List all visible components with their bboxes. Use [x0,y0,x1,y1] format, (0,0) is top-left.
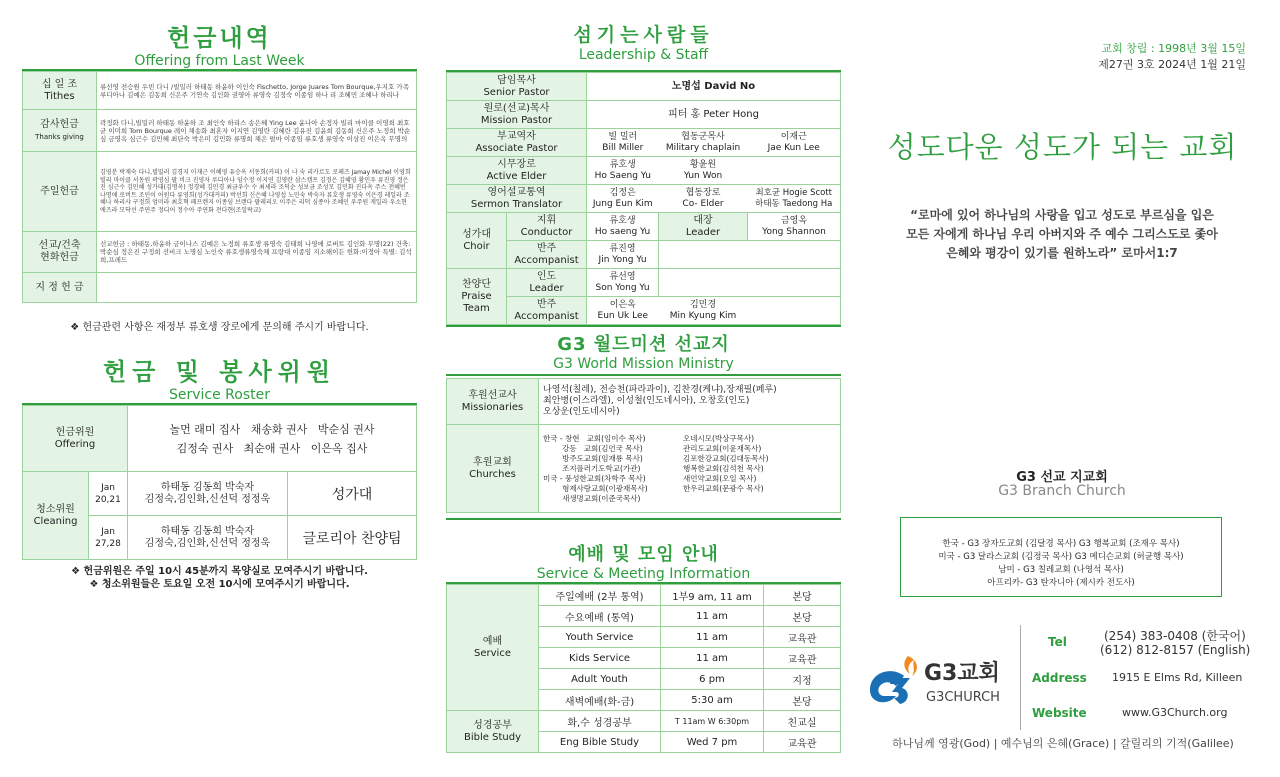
service-place: 지정 [764,669,841,690]
person-name: 빌 밀러 [608,131,638,142]
week-date: 20,21 [95,494,121,505]
churches-label-en: Churches [469,468,516,480]
study-place: 교육관 [764,732,841,753]
church-item: 형제사랑교회(이광재목사) [543,483,648,493]
table-row [23,72,417,110]
study-label-en: Bible Study [464,731,521,743]
role-en: Active Elder [486,170,547,182]
branch-item: 아프리카- G3 탄자니아 (제시카 전도사) [987,578,1135,588]
offering-subtitle: Offering from Last Week [134,53,305,69]
cleaning-label-en: Cleaning [33,515,78,527]
roster-subtitle: Service Roster [168,387,270,403]
person-name-en: Min Kyung Kim [669,310,737,321]
role-en: Accompanist [514,310,579,322]
service-title: 예배 및 모임 안내 [568,544,719,565]
website-label: Website [1032,706,1087,720]
person-name: 이재근 [780,131,807,142]
row-label: 십 일 조 [41,78,78,90]
logo-title: G3교회 [924,661,1000,686]
table-row [447,185,841,213]
table-row [23,406,417,472]
service-subtitle: Service & Meeting Information [536,566,751,582]
church-item: 새생명교회(이준국목사) [543,493,641,503]
row-label: 감사헌금 [40,118,79,130]
person-name-en: Jae Kun Lee [767,142,820,153]
role-en: Accompanist [514,254,579,266]
week-date: Jan [101,526,115,537]
roster-note-1: ❖ 헌금위원은 주일 10시 45분까지 목양실로 모여주시기 바랍니다. [71,566,368,577]
role-ko: 영어설교통역 [487,186,546,198]
senior-pastor-name: 노명섭 David No [587,73,841,101]
tel-label: Tel [1048,635,1067,649]
service-place: 본당 [764,585,841,606]
service-time: 5:30 am [661,690,764,711]
role-en: Leader [529,282,564,294]
contact-divider [1020,625,1021,730]
person-name: 김정은 [609,187,636,198]
table-row [447,73,841,101]
verse-line: 은혜와 평강이 있기를 원하노라” 로마서1:7 [946,246,1178,260]
roster-title: 헌금 및 봉사위원 [103,358,336,386]
role-ko: 원로(선교)목사 [483,102,550,114]
g3-logo-icon [862,648,920,708]
service-label: 예배 [482,635,503,647]
website-link[interactable]: www.G3Church.org [1122,706,1228,719]
person-name-en: Jin Yong Yu [598,254,647,265]
mission-section [446,330,841,372]
role-ko: 대장 [693,214,713,226]
mission-title: G3 월드미션 선교지 [557,334,730,355]
branch-title: G3 선교 지교회 [1016,470,1108,485]
service-name: 주일예배 (2부 통역) [539,585,661,606]
offering-label-en: Offering [54,438,96,450]
row-label-2: 현화헌금 [40,252,79,263]
table-row [447,585,841,606]
issue-info: 제27권 3호 2024년 1월 21일 [1098,58,1246,71]
study-name: 화,수 성경공부 [539,711,661,732]
person-name: 금영옥 [780,215,808,226]
person-name-en: Military chaplain [665,142,741,153]
role-en: Conductor [520,226,573,238]
offering-names-2: 김정숙 권사 최순애 권사 이은옥 집사 [176,441,368,455]
row-label-en: Thanks giving [35,132,84,141]
offering-section [22,18,417,69]
role-ko: 담임목사 [497,74,536,86]
churches-label: 후원교회 [473,456,512,468]
service-section [446,540,841,582]
service-time: 11 am [661,648,764,669]
offering-title: 헌금내역 [167,24,272,52]
week-names: 하태동 김동희 박숙자 [160,481,255,493]
table-row [447,269,841,297]
table-row [447,213,841,241]
person-name: 황윤원 [689,159,717,170]
week-group: 글로리아 찬양팀 [288,516,417,560]
row-label: 주일헌금 [40,185,79,197]
churches-right-list [683,434,769,504]
mission-table [446,378,841,513]
church-item: 김포한강교회(김대동목사) [683,453,769,463]
bible-verse [872,206,1252,263]
offering-names-1: 놀먼 래미 집사 채송화 권사 박순심 권사 [169,422,375,436]
person-name: 류호생 [609,159,636,170]
role-en: Leader [685,226,721,238]
branch-item: 미국 - G3 달라스교회 (김정국 목사) G3 메디슨교회 (허균행 목사) [938,552,1184,562]
offering-label: 헌금위원 [55,426,95,438]
roster-table [22,405,417,560]
table-row [447,129,841,157]
mission-divider [446,374,841,376]
role-ko: 반주 [536,298,557,310]
role-ko: 인도 [536,270,557,282]
table-row [447,157,841,185]
branch-list [900,517,1222,597]
row-content: 류선영 전승원 우빈 다니 /빌밀러 하태동 하윤하 이인숙 Fischetto, Jorge Juares Tom Bourque,우지호 가족 루디아나 김예은 김동희 신은주 기연숙 김인화 권영아 류영숙 김정숙 이종임 하나 리 조혜민 조혜나 하리나 [97,72,417,110]
person-name-en: Eun Uk Lee [597,310,649,321]
churches-left-list [543,434,683,504]
missionaries-label: 후원선교사 [468,389,517,401]
role-ko: 지휘 [536,214,557,226]
week-names: 하태동 김동희 박숙자 [160,525,255,537]
mission-subtitle: G3 World Mission Ministry [553,356,734,372]
role-en: Sermon Translator [470,198,563,210]
table-row [23,273,417,303]
person-name-en: Ho saeng Yu [594,226,651,237]
study-place: 친교실 [764,711,841,732]
footer-slogan: 하나님께 영광(God) | 예수님의 은혜(Grace) | 갈릴리의 기적(Galilee) [892,737,1234,750]
leadership-section [446,20,841,63]
role-en: Mission Pastor [480,114,553,126]
person-name: 하태동 Taedong Ha [755,198,833,209]
church-item: 미국 - 풍성한교회(차학주 목사) [543,473,646,483]
row-content: 김영분 박재숙 다니,빌밀러 김경지 이재근 이혜영 유승옥 서동희(커피) 이 나 숙 리카르도 로페즈 Jamay Michel 이영희 빌리 마이클 서동원 곽영심 팔 비크 진영자 루디아나 임수정 이지연 김영란 삼스캠프 김정은 김혜영 황민우 류진영 정은진 심근수 김민혜 성가대(김명옥) 정경혜 김민경 최금우수 수 최세라 조덕순 성보금 조성모 김민화 진다옥 주스 전혜빈 나명애 로버트 조인이 어원다 류영희(성가대커피) 박선희 신은혜 나영섭 노민숙 박숙자 류호생 류영숙 이은경 레일라 조혜나 하리샤 구정희 엄미라 최호혁 페프렌지 이종임 브랜다 팔레리오 이주은 리덕 심종아 조혜인 우주원 게일라 우소현 에즈라 모닥선 주연주 정디어 정수아 주연화 전다현(조일락교) [97,152,417,232]
table-row [447,711,841,732]
leadership-table [446,72,841,325]
week-names: 김정숙,김인화,신선덕 정정욱 [144,493,271,505]
table-row [447,425,841,513]
row-label-en: Tithes [44,90,75,102]
logo-subtitle: G3CHURCH [926,690,1000,705]
church-item: 행복한교회(김석천 목사) [683,463,764,473]
branch-subtitle: G3 Branch Church [998,483,1126,499]
service-place: 교육관 [764,648,841,669]
missionaries-label-en: Missionaries [461,401,524,413]
group-ko: 찬양단 [462,278,491,290]
church-logo [862,648,920,708]
person-name: 이은옥 [609,299,636,310]
missionaries-line: 오상운(인도네시아) [543,407,620,417]
table-row [447,101,841,129]
person-name: 협동장로 [685,187,721,198]
week-date: 27,28 [95,538,121,549]
roster-section [22,352,417,403]
leadership-bottom-divider [446,325,841,327]
verse-line: “로마에 있어 하나님의 사랑을 입고 성도로 부르심을 입은 [910,208,1214,222]
church-item: 강동 교회(김언국 목사) [543,443,643,453]
roster-note-2: ❖ 청소위원들은 토요일 오전 10시에 모여주시기 바랍니다. [89,579,350,590]
service-place: 본당 [764,690,841,711]
row-label: 선교/건축 [38,240,81,251]
person-name: 류진영 [609,243,636,254]
service-place: 본당 [764,606,841,627]
row-label: 지 정 헌 금 [35,281,84,293]
service-place: 교육관 [764,627,841,648]
person-name: 김민경 [689,299,717,310]
person-name: 최호균 Hogie Scott [755,187,833,198]
group-ko: 성가대 [462,228,491,240]
service-name: 수요예배 (통역) [539,606,661,627]
church-item: 한국 - 창현 교회(임이수 목사) [543,433,646,443]
address-text: 1915 E Elms Rd, Killeen [1112,671,1243,684]
role-ko: 부교역자 [497,130,536,142]
person-name-en: Ho Saeng Yu [594,170,651,181]
person-name-en: Jung Eun Kim [592,198,653,209]
church-item: 방주도교회(임재룡 목사) [543,453,643,463]
service-name: Adult Youth [539,669,661,690]
service-name: Kids Service [539,648,661,669]
person-name-en: Yong Shannon [762,226,826,237]
person-name-en: Son Yong Yu [595,282,650,293]
person-name-en: Yun Won [683,170,723,181]
table-row [447,379,841,425]
group-en: Praise [461,290,492,302]
service-time: 1부9 am, 11 am [661,585,764,606]
founded-date: 교회 창립 : 1998년 3월 15일 [1101,42,1246,55]
study-label: 성경공부 [473,719,512,731]
church-item: 오네시모(박상구목사) [683,433,755,443]
service-time: 6 pm [661,669,764,690]
mission-pastor-name: 피터 홍 Peter Hong [587,101,841,129]
service-time: 11 am [661,606,764,627]
church-item: 새언약교회(오일 목사) [683,473,757,483]
table-row [23,472,417,516]
branch-item: 남미 - G3 칠레교회 (나영석 목사) [998,565,1124,575]
person-name-en: Bill Miller [602,142,644,153]
table-row [23,232,417,273]
table-row [23,110,417,152]
role-en: Associate Pastor [475,142,558,154]
row-content: 곽정화 다니,빌밀러 하태동 하윤하 조 최인숙 하리스 송은혜 Ying Lee 윤나아 손정자 빌리 마이클 이영희 최호균 이미희 Tom Bourque 레이 채송화 최혼자 이지연 김영란 김혜란 김유진 김윤희 김동희 신은주 노정희 박순심 금영옥 심근수 김민혜 최단숙 박은미 김민화 류명희 채은 펄마 이종임 류호생 류영숙 이상진 이은옥 무명의 [97,110,417,152]
week-date: Jan [101,482,115,493]
cleaning-label: 청소위원 [36,503,75,515]
address-label: Address [1032,671,1087,685]
person-name: 류선영 [609,271,636,282]
leadership-subtitle: Leadership & Staff [578,47,709,63]
church-item: 한우리교회(문광수 목사) [683,483,764,493]
row-content: 선교헌금 : 하태동,하윤하 금이나스 김예은 노정희 류호생 류영숙 김태희 나영애 로버트 김인화 무명(22) 건축: 박순심 정은진 구정희 선비크 노명심 노인숙 류호생류영숙체 프랑대 이종임 지소해이든 헌화:이정아 특별: 김석희,프레드 [97,232,417,273]
person-name-en: Co- Elder [682,198,724,209]
row-content [97,273,417,303]
church-item: 관리도교회(이윤재목사) [683,443,762,453]
person-name: 협동군목사 [681,131,725,142]
table-row [447,241,841,269]
church-item: 조지플러기도학교(가관) [543,463,641,473]
leadership-title: 섬기는사람들 [573,24,714,46]
study-name: Eng Bible Study [539,732,661,753]
person-name: 류호생 [609,215,636,226]
church-motto: 성도다운 성도가 되는 교회 [887,130,1238,164]
tel-number-1: (254) 383-0408 (한국어) [1104,629,1246,643]
service-table [446,584,841,753]
service-label-en: Service [474,647,511,659]
service-name: Youth Service [539,627,661,648]
service-name: 새벽예배(화-금) [539,690,661,711]
group-en: Team [463,302,490,314]
missionaries-line: 최안병(이스라엘), 이성철(인도네시아), 오창호(인도) [543,396,750,406]
offering-note: ❖ 헌금관련 사항은 재정부 류호생 장로에게 문의해 주시기 바랍니다. [70,322,369,333]
study-time: Wed 7 pm [661,732,764,753]
study-time: T 11am W 6:30pm [661,711,764,732]
table-row [23,152,417,232]
week-names: 김정숙,김인화,신선덕 정정욱 [144,537,271,549]
role-en: Senior Pastor [483,86,550,98]
role-ko: 반주 [536,242,557,254]
service-time: 11 am [661,627,764,648]
role-ko: 시무장로 [497,158,536,170]
tel-number-2: (612) 812-8157 (English) [1100,643,1251,657]
table-row [447,297,841,325]
mission-bottom-divider [446,518,841,520]
verse-line: 모든 자에게 하나님 우리 아버지와 주 예수 그리스도로 좇아 [906,227,1218,241]
week-group: 성가대 [288,472,417,516]
missionaries-line: 나영석(칠레), 전승천(파라과이), 김찬경(케냐),장재필(페루) [543,385,777,395]
branch-item: 한국 - G3 장자도교회 (김달경 목사) G3 행복교회 (조재우 목사) [942,539,1180,549]
offering-table [22,71,417,303]
group-en: Choir [463,240,490,252]
